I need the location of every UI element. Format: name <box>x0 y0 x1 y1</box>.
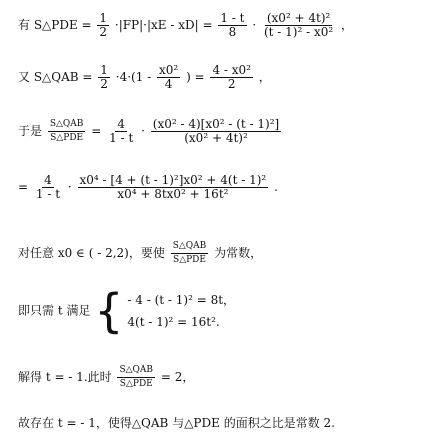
fraction-denominator: (t - 1)² - x0² <box>263 25 334 39</box>
s-qab-lead: 又 S△QAB = <box>18 70 97 84</box>
line-tail: = 2， <box>160 370 195 384</box>
equation-system <box>127 289 235 333</box>
fraction-numerator: (x0² - 4)[x0² - (t - 1)²] <box>152 117 280 131</box>
condition-lead: 对任意 x0 ∈ ( - 2,2)，要使 <box>18 246 165 260</box>
fraction-denominator: S△PDE <box>50 133 84 143</box>
fraction-numerator: x0² <box>159 63 179 77</box>
fraction-4-over-1-t <box>107 118 135 145</box>
line-s-qab <box>18 64 271 91</box>
fraction-4-over-1-t <box>34 174 62 201</box>
fraction-numerator: S△QAB <box>48 118 86 132</box>
line-system <box>18 284 236 338</box>
line-tail: ， <box>341 18 354 32</box>
fraction-numerator: 4 <box>117 117 126 131</box>
area-ratio-fraction <box>117 364 155 391</box>
fraction-denominator: x0⁴ + 8tx0² + 16t² <box>117 187 229 201</box>
line-expanded <box>18 174 278 201</box>
s-pde-lead: 有 S△PDE = <box>18 18 96 32</box>
solution-lead: 解得 t = - 1.此时 <box>18 370 112 384</box>
equals-sign: = <box>91 124 106 138</box>
area-ratio-fraction <box>48 118 86 145</box>
fraction-expanded-term <box>78 174 269 201</box>
equation-row-2: 4(t - 1)² = 16t². <box>127 315 220 329</box>
expression-part: ·4·(1 - <box>115 70 156 84</box>
left-brace-icon: { <box>94 284 124 338</box>
fraction-numerator: 1 <box>100 63 108 77</box>
line-constant-condition <box>18 240 262 267</box>
fraction-numerator: 4 <box>44 173 52 187</box>
fraction-denominator: (x0² + 4t)² <box>184 131 248 145</box>
half-fraction <box>98 64 110 91</box>
fraction-ratio-term <box>151 118 281 145</box>
equation-row-1: - 4 - (t - 1)² = 8t， <box>127 293 236 307</box>
fraction-denominator: 4 <box>164 77 173 91</box>
line-solution <box>18 364 194 391</box>
line-tail: ， <box>258 70 271 84</box>
multiply-dot: · <box>252 18 257 32</box>
conclusion-text: 故存在 t = - 1，使得△QAB 与△PDE 的面积之比是常数 2. <box>18 416 335 430</box>
line-tail: 为常数， <box>214 246 263 260</box>
fraction-denominator: S△PDE <box>173 255 206 265</box>
fraction-denominator: 8 <box>228 25 237 39</box>
fraction-x0-sq-over-4 <box>157 64 180 91</box>
half-fraction <box>97 12 109 39</box>
line-ratio <box>18 118 283 145</box>
fraction-numerator: (x0² + 4t)² <box>266 11 331 25</box>
fraction-area-term <box>262 12 335 39</box>
multiply-dot: · <box>67 180 72 194</box>
fraction-numerator: S△QAB <box>117 364 155 378</box>
fraction-numerator: 4 - x0² <box>212 63 251 77</box>
half-numerator: 1 <box>99 11 108 25</box>
fraction-denominator: 1 - t <box>35 187 61 201</box>
fraction-numerator: 1 - t <box>220 11 245 25</box>
fraction-numerator: S△QAB <box>171 240 209 254</box>
half-denominator: 2 <box>99 25 108 39</box>
fraction-denominator: S△PDE <box>119 379 153 389</box>
expression-part: ) = <box>186 70 209 84</box>
fraction-denominator: 1 - t <box>109 131 134 145</box>
fraction-denominator: 2 <box>227 77 236 91</box>
area-ratio-fraction <box>171 240 209 267</box>
line-tail: . <box>274 180 278 194</box>
fp-distance-term: ·|FP|·|xE - xD| = <box>114 18 217 32</box>
system-lead: 即只需 t 满足 <box>18 303 91 318</box>
multiply-dot: · <box>141 124 145 138</box>
fraction-result <box>210 64 253 91</box>
fraction-1-t-over-8 <box>218 12 246 39</box>
line-s-pde <box>18 12 353 39</box>
equals-lead: = <box>18 180 32 194</box>
fraction-numerator: x0⁴ - [4 + (t - 1)²]x0² + 4(t - 1)² <box>79 173 267 187</box>
line-conclusion <box>18 414 335 431</box>
fraction-denominator: 2 <box>100 77 108 91</box>
ratio-lead: 于是 <box>18 124 43 138</box>
